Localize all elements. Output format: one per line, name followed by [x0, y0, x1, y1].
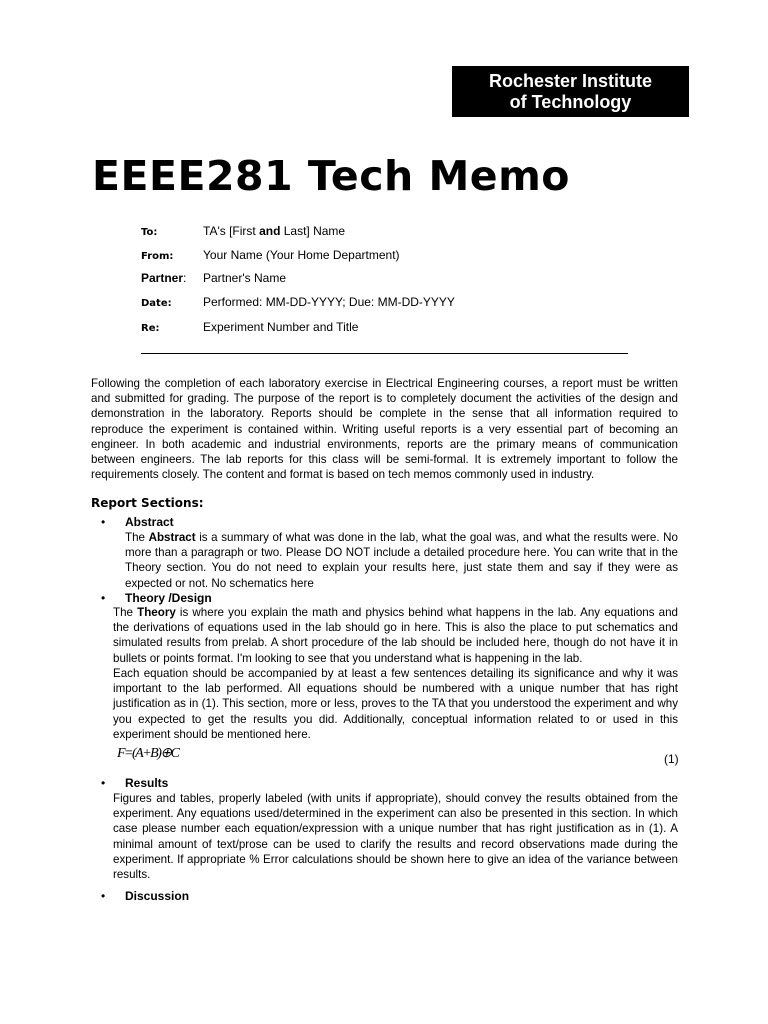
partner-value: Partner's Name: [203, 271, 286, 285]
equation-1: F=(A+B)⊕C: [117, 746, 179, 761]
memo-date-row: [141, 295, 455, 309]
memo-to-row: [141, 224, 345, 238]
from-value: Your Name (Your Home Department): [203, 248, 400, 262]
memo-re-row: [141, 320, 358, 334]
re-label: Re:: [141, 323, 160, 334]
abstract-paragraph: The Abstract is a summary of what was done in the lab, what the goal was, and what the results were. No more than a paragraph or two. Please DO NOT include a detailed procedure here. You can write that in the Theory section. You do not need to explain your results here, just state them and say if they were as expected or not. No schematics here: [125, 531, 678, 590]
theory-title: Theory /Design: [125, 591, 212, 605]
report-sections-heading: Report Sections:: [91, 496, 204, 510]
page-title: EEEE281 Tech Memo: [92, 152, 570, 200]
to-value: TA's [First and Last] Name: [203, 224, 346, 238]
bullet-results: •: [101, 776, 106, 790]
memo-from-row: [141, 248, 400, 262]
header-divider: [141, 353, 628, 354]
results-paragraph: Figures and tables, properly labeled (with units if appropriate), should convey the results obtained from the experiment. Any equations used/determined in the experiment can also be presented in this section. In which case please number each equation/expression with a unique number that has right justification as in (1). A minimal amount of text/prose can be used to clarify the results and record observations made during the experiment. If appropriate % Error calculations should be shown here to give an idea of the variance between results.: [113, 792, 678, 882]
logo-line-1: Rochester Institute: [488, 70, 653, 91]
theory-paragraph-2: Each equation should be accompanied by at least a few sentences detailing its significance and why it was important to the lab performed. All equations should be numbered with a unique number that has right justification as in (1). This section, more or less, proves to the TA that you understood the experiment and why you expected to get the results you did. Additionally, conceptual information related to or used in this experiment should be mentioned here.: [113, 667, 678, 741]
intro-paragraph: Following the completion of each laboratory exercise in Electrical Engineering courses, a report must be written and submitted for grading. The purpose of the report is to completely document the activities of the design and demonstration in the laboratory. Reports should be complete in the sense that all information required to reproduce the experiment is contained within. Writing useful reports is a very essential part of becoming an engineer. In both academic and industrial environments, reports are the primary means of communication between engineers. The lab reports for this class will be semi-formal. It is extremely important to follow the requirements closely. The content and format is based on tech memos commonly used in industry.: [91, 377, 678, 482]
from-label: From:: [141, 251, 174, 262]
equation-number: (1): [664, 752, 679, 766]
discussion-title: Discussion: [125, 889, 190, 903]
abstract-title: Abstract: [125, 515, 174, 529]
results-title: Results: [125, 776, 169, 790]
rit-logo: [452, 66, 689, 117]
partner-label: Partner:: [141, 271, 187, 285]
date-label: Date:: [141, 298, 172, 309]
re-value: Experiment Number and Title: [203, 320, 359, 334]
bullet-theory: •: [101, 591, 106, 605]
memo-partner-row: [141, 271, 286, 285]
bullet-abstract: •: [101, 515, 106, 529]
theory-paragraph-1: The Theory is where you explain the math and physics behind what happens in the lab. Any equations and the derivations of equations used in the lab should go in here. This is also the place to put schematics and simulated results from prelab. A short procedure of the lab should be included here, though do not have it in bullets or points format. I'm looking to see that you understand what is happening in the lab.: [113, 606, 678, 665]
date-value: Performed: MM-DD-YYYY; Due: MM-DD-YYYY: [203, 295, 455, 309]
bullet-discussion: •: [101, 889, 106, 903]
logo-line-2: of Technology: [509, 91, 632, 112]
to-label: To:: [141, 227, 158, 238]
